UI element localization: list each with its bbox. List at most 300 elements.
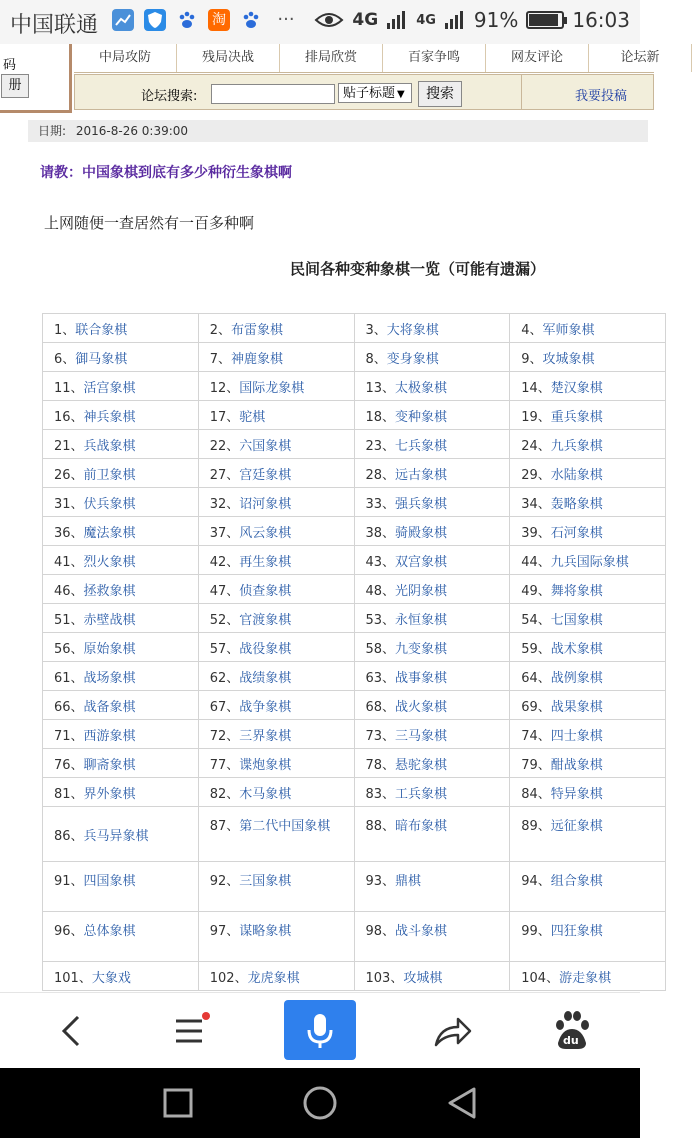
variant-link[interactable]: 再生象棋 bbox=[239, 554, 292, 570]
variant-link[interactable]: 攻城棋 bbox=[403, 970, 443, 986]
variant-number: 2、 bbox=[209, 322, 232, 338]
variant-link[interactable]: 九兵国际象棋 bbox=[550, 554, 629, 570]
variant-number: 52、 bbox=[209, 612, 240, 628]
table-row bbox=[43, 662, 666, 691]
table-row bbox=[43, 343, 666, 372]
variant-number: 32、 bbox=[209, 496, 240, 512]
shield-app-icon bbox=[144, 9, 166, 31]
carrier-name: 中国联通 bbox=[10, 13, 99, 38]
variant-link[interactable]: 战斗象棋 bbox=[395, 924, 448, 939]
variant-number: 72、 bbox=[209, 728, 240, 744]
variant-number: 12、 bbox=[209, 380, 240, 396]
variant-number: 51、 bbox=[54, 612, 84, 628]
variant-cell bbox=[510, 912, 666, 962]
nav-item[interactable]: 百家争鸣 bbox=[383, 44, 486, 72]
table-row bbox=[43, 604, 666, 633]
variant-number: 28、 bbox=[365, 467, 396, 483]
variant-link[interactable]: 前卫象棋 bbox=[83, 467, 136, 483]
variant-link[interactable]: 三马象棋 bbox=[395, 728, 448, 744]
baidu-paw-graphic bbox=[548, 1007, 596, 1055]
variant-number: 57、 bbox=[209, 641, 240, 657]
variant-number: 67、 bbox=[209, 699, 240, 715]
variant-link[interactable]: 七兵象棋 bbox=[395, 438, 448, 454]
variant-cell bbox=[354, 720, 510, 749]
variant-cell bbox=[510, 314, 666, 343]
variant-link[interactable]: 西游象棋 bbox=[83, 728, 136, 744]
forum-search-bar bbox=[74, 74, 654, 110]
variant-link[interactable]: 总体象棋 bbox=[83, 924, 136, 939]
variant-number: 102、 bbox=[209, 970, 248, 986]
variant-link[interactable]: 魔法象棋 bbox=[83, 525, 136, 541]
variant-number: 36、 bbox=[54, 525, 84, 541]
variant-cell bbox=[198, 778, 354, 807]
variant-link[interactable]: 楚汉象棋 bbox=[550, 380, 603, 396]
variant-link[interactable]: 活宫象棋 bbox=[83, 380, 136, 396]
variant-link[interactable]: 大象戏 bbox=[91, 970, 131, 986]
variant-cell bbox=[510, 720, 666, 749]
variant-link[interactable]: 双宫象棋 bbox=[395, 554, 448, 570]
variant-link[interactable]: 伏兵象棋 bbox=[83, 496, 136, 512]
date-label: 日期: bbox=[38, 124, 67, 138]
variant-number: 64、 bbox=[521, 670, 551, 686]
variant-link[interactable]: 战事象棋 bbox=[395, 670, 448, 686]
variant-number: 14、 bbox=[521, 380, 551, 396]
voice-search-button[interactable] bbox=[284, 1000, 356, 1060]
variant-number: 46、 bbox=[54, 583, 84, 599]
variant-cell bbox=[43, 962, 199, 991]
variant-link[interactable]: 四士象棋 bbox=[550, 728, 603, 744]
variant-number: 26、 bbox=[54, 467, 84, 483]
variant-link[interactable]: 舞将象棋 bbox=[550, 583, 603, 599]
variant-link[interactable]: 战役象棋 bbox=[239, 641, 292, 657]
variant-link[interactable]: 远征象棋 bbox=[550, 819, 603, 834]
browser-toolbar bbox=[0, 992, 640, 1069]
variant-number: 89、 bbox=[521, 819, 551, 834]
variant-cell bbox=[354, 962, 510, 991]
share-icon[interactable] bbox=[428, 1007, 476, 1055]
table-row bbox=[43, 372, 666, 401]
variant-cell bbox=[43, 807, 199, 862]
variant-cell bbox=[198, 912, 354, 962]
variant-cell bbox=[510, 778, 666, 807]
variant-cell bbox=[354, 778, 510, 807]
variant-link[interactable]: 龙虎象棋 bbox=[247, 970, 300, 986]
variant-cell bbox=[354, 401, 510, 430]
variant-number: 101、 bbox=[54, 970, 92, 986]
date-value: 2016-8-26 0:39:00 bbox=[75, 124, 189, 138]
variant-cell bbox=[510, 862, 666, 912]
baidu-paw-icon[interactable] bbox=[548, 1007, 596, 1055]
variant-link[interactable]: 布雷象棋 bbox=[231, 322, 284, 338]
variant-link[interactable]: 变种象棋 bbox=[395, 409, 448, 425]
variant-number: 48、 bbox=[365, 583, 396, 599]
variant-number: 33、 bbox=[365, 496, 396, 512]
variant-number: 79、 bbox=[521, 757, 551, 773]
nav-item[interactable]: 排局欣赏 bbox=[280, 44, 383, 72]
variant-link[interactable]: 界外象棋 bbox=[83, 786, 136, 802]
table-row bbox=[43, 517, 666, 546]
variant-cell bbox=[43, 488, 199, 517]
variant-cell bbox=[510, 962, 666, 991]
variant-number: 77、 bbox=[209, 757, 240, 773]
variant-cell bbox=[43, 372, 199, 401]
baidu-paw-small-icon-2 bbox=[240, 9, 262, 31]
variant-link[interactable]: 战例象棋 bbox=[550, 670, 603, 686]
variant-number: 31、 bbox=[54, 496, 84, 512]
variant-cell bbox=[198, 488, 354, 517]
variant-cell bbox=[43, 778, 199, 807]
variant-link[interactable]: 攻城象棋 bbox=[542, 351, 595, 367]
variant-link[interactable]: 神兵象棋 bbox=[83, 409, 136, 425]
variant-cell bbox=[198, 575, 354, 604]
variant-number: 58、 bbox=[365, 641, 396, 657]
variant-number: 7、 bbox=[209, 351, 232, 367]
variant-cell bbox=[198, 749, 354, 778]
variant-link[interactable]: 战场象棋 bbox=[83, 670, 136, 686]
variant-cell bbox=[43, 720, 199, 749]
variant-cell bbox=[510, 691, 666, 720]
variant-link[interactable]: 游走象棋 bbox=[559, 970, 612, 986]
variant-number: 97、 bbox=[209, 924, 240, 939]
variant-number: 29、 bbox=[521, 467, 551, 483]
table-row bbox=[43, 633, 666, 662]
variant-link[interactable]: 四国象棋 bbox=[83, 874, 136, 889]
variant-cell bbox=[43, 459, 199, 488]
web-page[interactable] bbox=[0, 44, 660, 992]
table-row bbox=[43, 862, 666, 912]
variant-cell bbox=[43, 401, 199, 430]
variant-number: 56、 bbox=[54, 641, 84, 657]
table-row bbox=[43, 430, 666, 459]
status-right bbox=[314, 8, 630, 32]
variant-cell bbox=[198, 807, 354, 862]
variant-cell bbox=[198, 314, 354, 343]
variant-link[interactable]: 悬驼象棋 bbox=[395, 757, 448, 773]
variant-cell bbox=[198, 459, 354, 488]
variant-cell bbox=[510, 488, 666, 517]
variant-cell bbox=[198, 604, 354, 633]
variant-link[interactable]: 联合象棋 bbox=[75, 322, 128, 338]
taobao-app-icon: 淘 bbox=[208, 9, 230, 31]
variant-cell bbox=[198, 962, 354, 991]
chart-app-icon bbox=[112, 9, 134, 31]
search-scope-value: 贴子标题 bbox=[343, 86, 396, 101]
variant-link[interactable]: 酣战象棋 bbox=[550, 757, 603, 773]
variant-cell bbox=[354, 372, 510, 401]
microphone-icon bbox=[284, 1000, 356, 1060]
post-intro: 上网随便一查居然有一百多种啊 bbox=[44, 214, 255, 232]
table-row bbox=[43, 807, 666, 862]
variant-link[interactable]: 特异象棋 bbox=[550, 786, 603, 802]
variant-cell bbox=[198, 662, 354, 691]
login-box bbox=[0, 44, 72, 113]
variant-link[interactable]: 工兵象棋 bbox=[395, 786, 448, 802]
battery-icon bbox=[526, 11, 564, 29]
variant-cell bbox=[510, 343, 666, 372]
variant-cell bbox=[43, 862, 199, 912]
nav-item[interactable]: 中局攻防 bbox=[74, 44, 177, 72]
variant-link[interactable]: 诏河象棋 bbox=[239, 496, 292, 512]
variant-link[interactable]: 九变象棋 bbox=[395, 641, 448, 657]
variant-cell bbox=[354, 546, 510, 575]
variant-link[interactable]: 三国象棋 bbox=[239, 874, 292, 889]
variant-cell bbox=[510, 546, 666, 575]
variant-cell bbox=[510, 749, 666, 778]
variant-link[interactable]: 战火象棋 bbox=[395, 699, 448, 715]
variant-link[interactable]: 战绩象棋 bbox=[239, 670, 292, 686]
variant-number: 43、 bbox=[365, 554, 396, 570]
variant-number: 22、 bbox=[209, 438, 240, 454]
variant-number: 34、 bbox=[521, 496, 551, 512]
variant-cell bbox=[354, 633, 510, 662]
variant-cell bbox=[43, 912, 199, 962]
variant-cell bbox=[354, 517, 510, 546]
variant-number: 6、 bbox=[54, 351, 76, 367]
variant-link[interactable]: 石河象棋 bbox=[550, 525, 603, 541]
post-date-bar bbox=[28, 120, 648, 142]
signal-a-icon bbox=[386, 10, 408, 30]
register-button[interactable]: 册 bbox=[1, 74, 29, 98]
variant-number: 74、 bbox=[521, 728, 551, 744]
search-label: 论坛搜索: bbox=[141, 89, 198, 104]
variant-cell bbox=[198, 720, 354, 749]
variant-link[interactable]: 第二代中国象棋 bbox=[239, 819, 331, 834]
variant-cell bbox=[354, 459, 510, 488]
variant-number: 13、 bbox=[365, 380, 396, 396]
variant-number: 23、 bbox=[365, 438, 396, 454]
variant-link[interactable]: 原始象棋 bbox=[83, 641, 136, 657]
variant-link[interactable]: 战争象棋 bbox=[239, 699, 292, 715]
variant-link[interactable]: 六国象棋 bbox=[239, 438, 292, 454]
variant-link[interactable]: 七国象棋 bbox=[550, 612, 603, 628]
variant-link[interactable]: 水陆象棋 bbox=[550, 467, 603, 483]
variant-link[interactable]: 神鹿象棋 bbox=[231, 351, 284, 367]
variant-number: 68、 bbox=[365, 699, 396, 715]
variant-link[interactable]: 谋略象棋 bbox=[239, 924, 292, 939]
variant-cell bbox=[43, 575, 199, 604]
variant-cell bbox=[510, 575, 666, 604]
more-notifications-icon: ··· bbox=[277, 9, 295, 30]
variant-link[interactable]: 驼棋 bbox=[239, 409, 266, 425]
variant-cell bbox=[354, 807, 510, 862]
variant-cell bbox=[510, 662, 666, 691]
dropdown-arrow-icon: ▼ bbox=[397, 89, 405, 100]
variant-number: 87、 bbox=[209, 819, 240, 834]
home-icon[interactable] bbox=[302, 1085, 338, 1121]
variant-number: 103、 bbox=[365, 970, 404, 986]
status-bar bbox=[0, 0, 640, 44]
variant-cell bbox=[510, 807, 666, 862]
table-row bbox=[43, 546, 666, 575]
variant-link[interactable]: 谍炮象棋 bbox=[239, 757, 292, 773]
variant-number: 1、 bbox=[54, 322, 76, 338]
variant-number: 44、 bbox=[521, 554, 551, 570]
nav-item[interactable]: 论坛新 bbox=[589, 44, 692, 72]
variant-link[interactable]: 军师象棋 bbox=[542, 322, 595, 338]
variant-number: 9、 bbox=[521, 351, 543, 367]
back-triangle-icon[interactable] bbox=[444, 1085, 480, 1121]
eye-icon bbox=[314, 11, 344, 29]
variant-number: 83、 bbox=[365, 786, 396, 802]
variant-cell bbox=[354, 691, 510, 720]
recent-apps-icon[interactable] bbox=[160, 1085, 196, 1121]
variant-cell bbox=[43, 517, 199, 546]
variant-cell bbox=[198, 546, 354, 575]
variant-cell bbox=[198, 430, 354, 459]
variant-number: 49、 bbox=[521, 583, 551, 599]
variant-link[interactable]: 战果象棋 bbox=[550, 699, 603, 715]
table-row bbox=[43, 778, 666, 807]
variant-number: 73、 bbox=[365, 728, 396, 744]
search-button[interactable]: 搜索 bbox=[418, 81, 462, 107]
variant-link[interactable]: 重兵象棋 bbox=[550, 409, 603, 425]
variant-cell bbox=[354, 912, 510, 962]
variant-cell bbox=[510, 459, 666, 488]
variant-number: 41、 bbox=[54, 554, 84, 570]
nav-item[interactable]: 残局决战 bbox=[177, 44, 280, 72]
variant-link[interactable]: 鼎棋 bbox=[395, 874, 422, 889]
variant-number: 39、 bbox=[521, 525, 551, 541]
variant-link[interactable]: 侦查象棋 bbox=[239, 583, 292, 599]
variant-link[interactable]: 战备象棋 bbox=[83, 699, 136, 715]
variant-link[interactable]: 聊斋象棋 bbox=[83, 757, 136, 773]
signal-b-icon bbox=[444, 10, 466, 30]
variant-cell bbox=[198, 517, 354, 546]
variant-cell bbox=[354, 488, 510, 517]
variant-cell bbox=[354, 430, 510, 459]
variant-link[interactable]: 大将象棋 bbox=[386, 322, 439, 338]
search-input[interactable] bbox=[211, 84, 335, 104]
variant-cell bbox=[43, 430, 199, 459]
submit-post-link[interactable]: 我要投稿 bbox=[575, 89, 628, 104]
variant-number: 11、 bbox=[54, 380, 84, 396]
table-row bbox=[43, 459, 666, 488]
variant-cell bbox=[43, 662, 199, 691]
variant-link[interactable]: 兵马异象棋 bbox=[83, 828, 149, 844]
variant-number: 91、 bbox=[54, 874, 84, 889]
variant-link[interactable]: 木马象棋 bbox=[239, 786, 292, 802]
variant-link[interactable]: 太极象棋 bbox=[395, 380, 448, 396]
variant-link[interactable]: 暗布象棋 bbox=[395, 819, 448, 834]
variant-link[interactable]: 赤壁战棋 bbox=[83, 612, 136, 628]
variant-link[interactable]: 官渡象棋 bbox=[239, 612, 292, 628]
variant-number: 86、 bbox=[54, 828, 84, 844]
variant-cell bbox=[198, 862, 354, 912]
variant-link[interactable]: 烈火象棋 bbox=[83, 554, 136, 570]
variant-number: 104、 bbox=[521, 970, 560, 986]
variant-link[interactable]: 国际龙象棋 bbox=[239, 380, 305, 396]
variant-number: 81、 bbox=[54, 786, 84, 802]
baidu-paw-small-icon bbox=[176, 9, 198, 31]
system-nav-bar bbox=[0, 1068, 640, 1138]
variant-number: 92、 bbox=[209, 874, 240, 889]
variant-cell bbox=[198, 372, 354, 401]
variant-number: 38、 bbox=[365, 525, 396, 541]
variant-cell bbox=[354, 314, 510, 343]
search-scope-select[interactable] bbox=[338, 83, 412, 103]
nav-item[interactable]: 网友评论 bbox=[486, 44, 589, 72]
variant-link[interactable]: 四狂象棋 bbox=[550, 924, 603, 939]
variant-link[interactable]: 永恒象棋 bbox=[395, 612, 448, 628]
variant-number: 19、 bbox=[521, 409, 551, 425]
menu-icon[interactable] bbox=[166, 1007, 214, 1055]
variant-number: 66、 bbox=[54, 699, 84, 715]
variant-link[interactable]: 三界象棋 bbox=[239, 728, 292, 744]
table-row bbox=[43, 912, 666, 962]
variant-number: 42、 bbox=[209, 554, 240, 570]
table-row bbox=[43, 575, 666, 604]
variant-number: 8、 bbox=[365, 351, 387, 367]
post-title: 请教：中国象棋到底有多少种衍生象棋啊 bbox=[40, 165, 292, 181]
variant-number: 17、 bbox=[209, 409, 240, 425]
search-divider bbox=[521, 75, 522, 109]
variant-cell bbox=[43, 314, 199, 343]
variant-link[interactable]: 远古象棋 bbox=[395, 467, 448, 483]
variant-number: 84、 bbox=[521, 786, 551, 802]
variant-number: 3、 bbox=[365, 322, 387, 338]
variant-number: 24、 bbox=[521, 438, 551, 454]
variant-link[interactable]: 兵战象棋 bbox=[83, 438, 136, 454]
table-row bbox=[43, 962, 666, 991]
table-row bbox=[43, 749, 666, 778]
variant-number: 76、 bbox=[54, 757, 84, 773]
variant-cell bbox=[43, 546, 199, 575]
variant-link[interactable]: 九兵象棋 bbox=[550, 438, 603, 454]
variant-cell bbox=[510, 372, 666, 401]
variant-cell bbox=[198, 633, 354, 662]
variant-cell bbox=[510, 517, 666, 546]
variant-link[interactable]: 御马象棋 bbox=[75, 351, 128, 367]
variant-link[interactable]: 变身象棋 bbox=[386, 351, 439, 367]
variant-number: 21、 bbox=[54, 438, 84, 454]
variant-number: 78、 bbox=[365, 757, 396, 773]
variant-number: 96、 bbox=[54, 924, 84, 939]
variant-cell bbox=[198, 691, 354, 720]
variant-link[interactable]: 骑殿象棋 bbox=[395, 525, 448, 541]
variants-table bbox=[42, 313, 666, 991]
variant-number: 62、 bbox=[209, 670, 240, 686]
variant-number: 99、 bbox=[521, 924, 551, 939]
variant-cell bbox=[354, 343, 510, 372]
variant-number: 71、 bbox=[54, 728, 84, 744]
variant-link[interactable]: 战术象棋 bbox=[550, 641, 603, 657]
variant-link[interactable]: 宫廷象棋 bbox=[239, 467, 292, 483]
network-type-a: 4G bbox=[352, 10, 379, 30]
table-row bbox=[43, 401, 666, 430]
variant-link[interactable]: 组合象棋 bbox=[550, 874, 603, 889]
network-type-b: 4G bbox=[416, 12, 436, 28]
variant-link[interactable]: 强兵象棋 bbox=[395, 496, 448, 512]
table-row bbox=[43, 488, 666, 517]
variant-cell bbox=[354, 862, 510, 912]
variant-number: 98、 bbox=[365, 924, 396, 939]
variant-link[interactable]: 轰略象棋 bbox=[550, 496, 603, 512]
back-icon[interactable] bbox=[48, 1007, 96, 1055]
table-row bbox=[43, 314, 666, 343]
variant-link[interactable]: 风云象棋 bbox=[239, 525, 292, 541]
forum-nav bbox=[74, 44, 660, 73]
variant-number: 27、 bbox=[209, 467, 240, 483]
variant-cell bbox=[510, 604, 666, 633]
variant-number: 53、 bbox=[365, 612, 396, 628]
variant-cell bbox=[43, 633, 199, 662]
variant-link[interactable]: 拯救象棋 bbox=[83, 583, 136, 599]
variant-cell bbox=[354, 575, 510, 604]
table-row bbox=[43, 720, 666, 749]
variant-number: 61、 bbox=[54, 670, 84, 686]
variant-number: 47、 bbox=[209, 583, 240, 599]
variant-link[interactable]: 光阴象棋 bbox=[395, 583, 448, 599]
